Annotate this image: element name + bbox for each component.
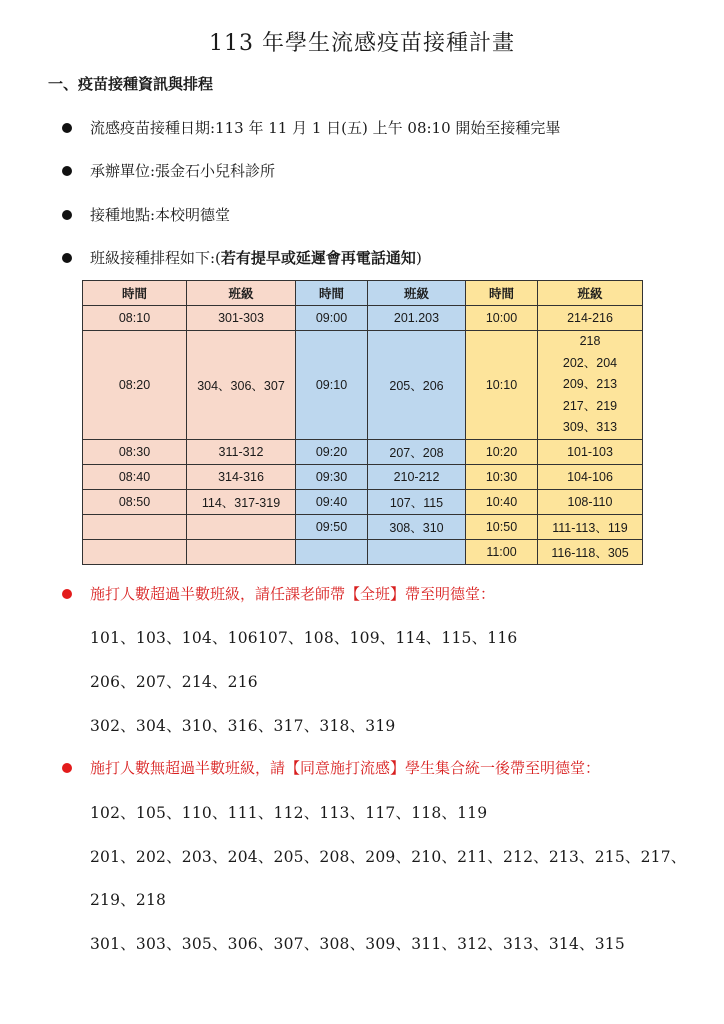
table-cell: 08:50 [83,489,187,514]
table-cell: 116-118、305 [538,539,643,564]
schedule-intro: 班級接種排程如下:( [90,249,221,267]
table-cell: 09:40 [296,489,368,514]
class-group: 218 [579,334,601,348]
header-time-1: 時間 [83,281,187,306]
table-cell [187,539,296,564]
table-cell: 10:10 [466,331,538,440]
table-cell: 311-312 [187,439,296,464]
table-cell: 10:40 [466,489,538,514]
table-cell: 205、206 [368,331,466,440]
schedule-intro-close: ) [415,248,422,267]
bullet-icon [62,166,72,176]
table-cell: 10:30 [466,464,538,489]
table-header-row [83,281,643,306]
table-cell: 11:00 [466,539,538,564]
under-half-classes-1: 102、105、110、111、112、113、117、118、119 [90,804,488,822]
table-cell: 08:40 [83,464,187,489]
bullet-icon [62,763,72,773]
table-cell: 107、115 [368,489,466,514]
table-cell: 10:50 [466,514,538,539]
under-half-classes-3: 219、218 [90,891,167,909]
table-cell: 08:10 [83,306,187,331]
bullet-icon [62,123,72,133]
over-half-classes-2: 206、207、214、216 [90,673,258,691]
table-cell: 210-212 [368,464,466,489]
schedule-table [82,280,643,565]
under-half-notice [62,757,600,778]
table-row [83,306,643,331]
table-cell: 09:30 [296,464,368,489]
table-cell: 08:20 [83,331,187,440]
bullet-icon [62,253,72,263]
table-cell [368,539,466,564]
table-cell [83,514,187,539]
table-cell [83,539,187,564]
table-row [83,539,643,564]
table-cell: 104-106 [538,464,643,489]
over-half-classes-3: 302、304、310、316、317、318、319 [90,717,396,735]
table-cell: 09:50 [296,514,368,539]
table-row [83,489,643,514]
header-class-1: 班級 [187,281,296,306]
over-half-classes-1: 101、103、104、106107、108、109、114、115、116 [90,629,518,647]
table-row [83,439,643,464]
table-cell: 08:30 [83,439,187,464]
header-time-3: 時間 [466,281,538,306]
class-group: 209、213 [562,377,618,391]
header-class-2: 班級 [368,281,466,306]
bullet-icon [62,589,72,599]
table-cell: 214-216 [538,306,643,331]
info-bullet-date [62,117,560,138]
table-cell: 09:00 [296,306,368,331]
table-cell [187,514,296,539]
page-title: 113 年學生流感疫苗接種計畫 [209,31,515,56]
over-half-notice [62,583,495,604]
table-cell: 304、306、307 [187,331,296,440]
table-cell: 09:20 [296,439,368,464]
table-cell: 09:10 [296,331,368,440]
bullet-icon [62,210,72,220]
section-heading: 一、疫苗接種資訊與排程 [48,75,214,93]
info-bullet-schedule [62,247,422,268]
table-cell: 101-103 [538,439,643,464]
organizer: 承辦單位:張金石小兒科診所 [90,162,276,180]
header-time-2: 時間 [296,281,368,306]
table-cell: 207、208 [368,439,466,464]
schedule-note: 若有提早或延遲會再電話通知 [220,249,416,267]
class-group: 202、204 [562,355,618,370]
over-half-heading: 施打人數超過半數班級，請任課老師帶【全班】帶至明德堂： [90,585,496,603]
table-row [83,331,643,440]
table-row [83,514,643,539]
table-cell: 301-303 [187,306,296,331]
table-cell: 201.203 [368,306,466,331]
class-group: 217、219 [562,398,618,413]
under-half-classes-2: 201、202、203、204、205、208、209、210、211、212、213、215、217、 [90,848,687,866]
table-cell: 111-113、119 [538,514,643,539]
under-half-heading: 施打人數無超過半數班級，請【同意施打流感】學生集合統一後帶至明德堂： [90,759,601,777]
table-row [83,464,643,489]
info-bullet-location [62,204,230,225]
table-cell [296,539,368,564]
table-cell: 10:20 [466,439,538,464]
info-bullet-organizer [62,160,275,181]
table-cell: 308、310 [368,514,466,539]
class-group: 309、313 [562,420,618,434]
table-cell: 10:00 [466,306,538,331]
table-cell: 108-110 [538,489,643,514]
vaccination-date: 流感疫苗接種日期:113 年 11 月 1 日(五) 上午 08:10 開始至接種完畢 [90,119,561,137]
table-cell: 114、317-319 [187,489,296,514]
location: 接種地點:本校明德堂 [90,206,231,224]
table-cell: 314-316 [187,464,296,489]
table-cell-multiline [538,331,643,440]
under-half-classes-4: 301、303、305、306、307、308、309、311、312、313、314、315 [90,935,625,953]
header-class-3: 班級 [538,281,643,306]
